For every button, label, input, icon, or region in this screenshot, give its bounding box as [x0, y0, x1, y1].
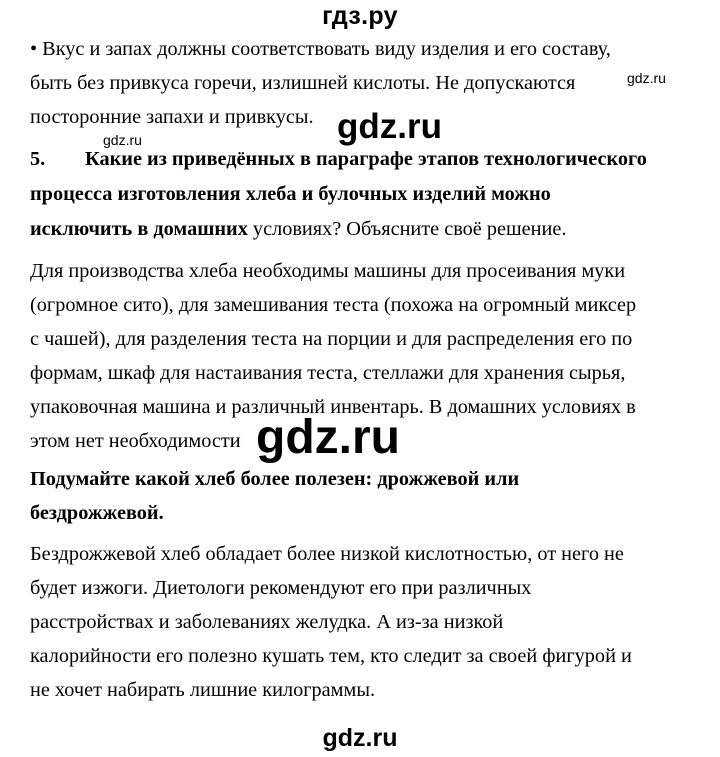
- question5-line3-bold: исключить в домашних: [30, 218, 248, 240]
- answer5-line4: формам, шкаф для настаивания теста, стеллажи для хранения сырья,: [30, 362, 626, 384]
- question6-line2: бездрожжевой.: [30, 502, 164, 524]
- answer5-line1: Для производства хлеба необходимы машины для просеивания муки: [30, 260, 626, 282]
- answer6-line5: не хочет набирать лишние килограммы.: [30, 679, 376, 701]
- question5-line1: [30, 146, 647, 172]
- answer5-line6: этом нет необходимости: [30, 430, 241, 452]
- watermark-small-1: gdz.ru: [627, 70, 666, 86]
- answer6-line3: расстройствах и заболеваниях желудка. А из-за низкой: [30, 611, 504, 633]
- answer6-line1: Бездрожжевой хлеб обладает более низкой кислотностью, от него не: [30, 543, 624, 565]
- para1-line1: • Вкус и запах должны соответствовать виду изделия и его составу,: [30, 38, 611, 60]
- question5-line1-text: Какие из приведённых в параграфе этапов технологического: [85, 148, 647, 170]
- question5-number: 5.: [30, 148, 46, 170]
- answer5-line5: упаковочная машина и различный инвентарь. В домашних условиях в: [30, 396, 636, 418]
- answer6-line2: будет изжоги. Диетологи рекомендуют его при различных: [30, 577, 532, 599]
- answer5-line2: (огромное сито), для замешивания теста (похожа на огромный миксер: [30, 294, 637, 316]
- question5-line3-rest: условиях? Объясните своё решение.: [247, 218, 567, 240]
- watermark-small-2: gdz.ru: [103, 132, 142, 148]
- question6-line1: Подумайте какой хлеб более полезен: дрожжевой или: [30, 468, 520, 490]
- question5-line3: [30, 216, 566, 242]
- answer5-line3: с чашей), для разделения теста на порции и для распределения его по: [30, 328, 633, 350]
- answer6-line4: калорийности его полезно кушать тем, кто следит за своей фигурой и: [30, 645, 632, 667]
- watermark-big-1: gdz.ru: [337, 107, 442, 146]
- page-footer: gdz.ru: [322, 724, 398, 752]
- para1-line2: быть без привкуса горечи, излишней кислоты. Не допускаются: [30, 72, 576, 94]
- watermark-big-2: gdz.ru: [256, 411, 400, 464]
- para1-line3: посторонние запахи и привкусы.: [30, 106, 314, 128]
- question5-line2: процесса изготовления хлеба и булочных изделий можно: [30, 183, 551, 205]
- page-header: гдз.ру: [322, 2, 398, 30]
